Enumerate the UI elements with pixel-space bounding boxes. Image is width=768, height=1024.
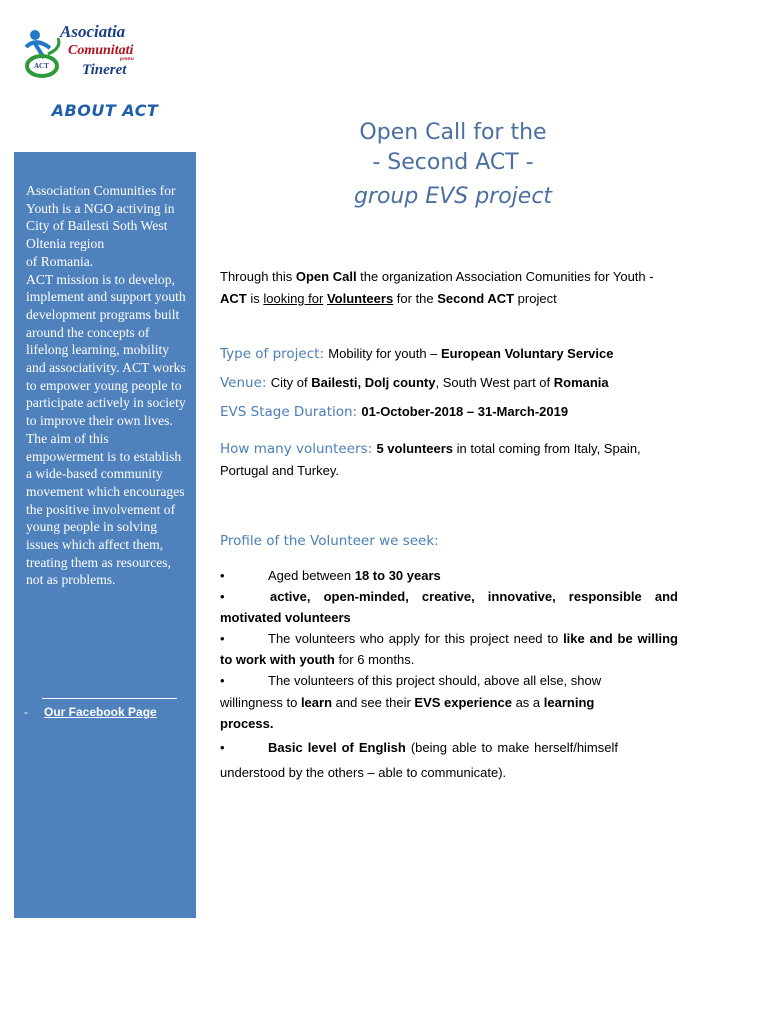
profile-bullet-3 (220, 628, 678, 670)
project-type-label: Type of project: (220, 346, 329, 362)
page-title-line-2: - Second ACT - (372, 150, 534, 175)
about-heading: ABOUT ACT (51, 101, 159, 120)
profile-bullet-1 (220, 565, 678, 587)
project-type-row (220, 343, 678, 365)
profile-heading-text: Profile of the Volunteer we seek: (220, 533, 439, 549)
profile-bullet-2 (220, 586, 678, 628)
bullet-text: The volunteers who apply for this project need to (268, 631, 564, 646)
bullet-bold: active, open-minded, creative, innovative, responsible and motivated volunteers (220, 589, 678, 625)
bullet-text: for 6 months. (334, 652, 415, 667)
intro-act: ACT (220, 291, 247, 306)
duration-label: EVS Stage Duration: (220, 404, 362, 420)
logo-emblem-icon (22, 20, 64, 84)
facebook-page-link[interactable]: Our Facebook Page (44, 705, 157, 719)
duration-row (220, 401, 678, 423)
link-dash: - (24, 705, 28, 719)
logo-line-4: Tineret (82, 62, 127, 78)
bullet-bold: 18 to 30 years (354, 568, 441, 583)
profile-bullet-5 (220, 735, 618, 785)
venue-city: Bailesti, Dolj county (311, 375, 436, 390)
logo-line-3: pentru (120, 57, 134, 62)
volunteer-count-value: 5 volunteers (376, 441, 454, 456)
bullet-icon: • (220, 740, 225, 755)
sidebar-panel (14, 152, 196, 918)
intro-text: for the (393, 291, 438, 306)
bullet-icon: • (220, 589, 225, 604)
bullet-bold: like and be willing to work with youth (220, 631, 678, 667)
intro-text: is (246, 291, 264, 306)
bullet-text: and see their (332, 694, 415, 710)
venue-country: Romania (553, 375, 609, 390)
bullet-bold: learning process. (220, 694, 595, 731)
bullet-bold: EVS experience (414, 694, 512, 710)
intro-volunteers: Volunteers (326, 291, 394, 306)
venue-label: Venue: (220, 375, 271, 391)
bullet-text: Aged between (268, 568, 355, 583)
page-title-line-1: Open Call for the (359, 120, 547, 145)
bullet-icon: • (220, 568, 225, 583)
intro-open-call: Open Call (295, 269, 357, 284)
sidebar-paragraph-3: ACT mission is to develop, implement and support youth development programs built around the concepts of lifelong learning, mobility and associativity. ACT works to empower young people to participate actively in society to improve their own lives. The aim of this empowerment is to establish a wide-based community movement which encourages the positive involvement of young people in solving issues which affect them, treating them as resources, not as problems. (26, 271, 186, 588)
volunteer-count-row (220, 438, 678, 481)
volunteer-count-label: How many volunteers: (220, 441, 377, 457)
profile-heading (220, 530, 678, 552)
bullet-bold: Basic level of English (268, 740, 406, 755)
intro-second-act: Second ACT (437, 291, 515, 306)
venue-text: City of (270, 375, 312, 390)
bullet-text: (being able to make herself/himself understood by the others – able to communicate). (220, 740, 618, 780)
logo-line-2: Comunitati (68, 43, 134, 58)
sidebar-paragraph-1: Association Comunities for Youth is a NGO activing in City of Bailesti Soth West Oltenia region (26, 183, 176, 252)
organization-logo (22, 20, 152, 84)
intro-text: the organization Association Comunities for Youth - (356, 269, 654, 284)
page-title-line-3: group EVS project (353, 184, 553, 209)
duration-value: 01-October-2018 – 31-March-2019 (361, 404, 569, 419)
sidebar-description (26, 182, 188, 589)
logo-badge: ACT (34, 62, 49, 70)
venue-row (220, 372, 678, 394)
sidebar-divider (42, 698, 177, 699)
volunteer-count-text: in total coming from Italy, Spain, Portugal and Turkey. (220, 441, 641, 478)
bullet-icon: • (220, 673, 225, 688)
facebook-link-row (24, 705, 157, 719)
intro-text: project (514, 291, 557, 306)
bullet-text: The volunteers of this project should, above all else, show willingness to (220, 673, 602, 710)
logo-line-1: Asociatia (60, 22, 126, 41)
bullet-bold: learn (300, 694, 333, 710)
sidebar-paragraph-2: of Romania. (26, 253, 94, 269)
profile-bullet-4 (220, 670, 630, 735)
intro-text: Through this (220, 269, 296, 284)
bullet-text: as a (511, 694, 544, 710)
project-type-value: European Voluntary Service (441, 346, 614, 361)
intro-paragraph (220, 266, 678, 310)
bullet-icon: • (220, 631, 225, 646)
intro-looking-for: looking for (263, 291, 324, 306)
project-type-text: Mobility for youth – (328, 346, 442, 361)
venue-text: , South West part of (435, 375, 554, 390)
